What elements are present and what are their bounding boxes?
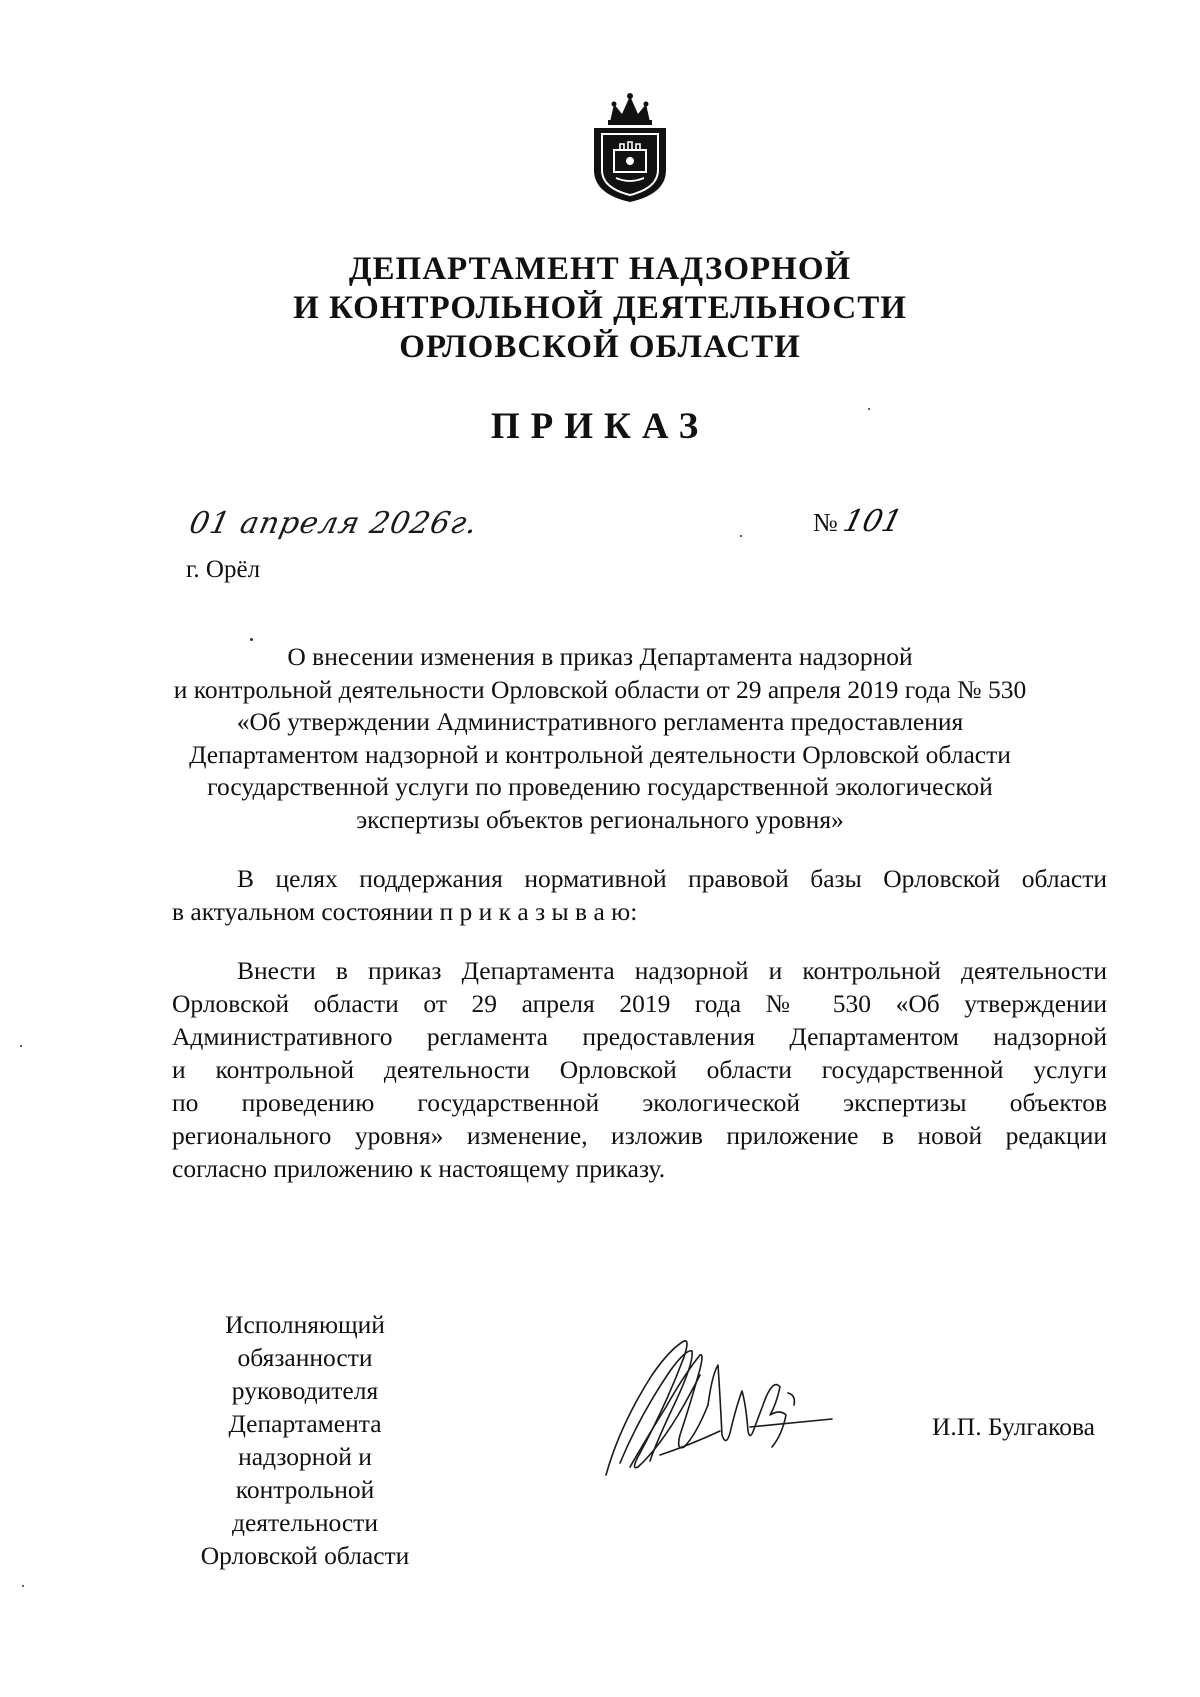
- city-label: г. Орёл: [186, 556, 261, 583]
- position-line: контрольной: [235, 1475, 375, 1504]
- paragraph-line: регионального уровня» изменение, изложив приложение в новой редакции: [172, 1121, 1107, 1150]
- scan-speck: [20, 1045, 22, 1047]
- department-name-line: ОРЛОВСКОЙ ОБЛАСТИ: [399, 329, 801, 365]
- scan-speck: [740, 535, 742, 537]
- document-number: [813, 504, 906, 539]
- subject-line: «Об утверждении Административного регламента предоставления: [236, 707, 964, 736]
- subject-line: О внесении изменения в приказ Департамента надзорной: [287, 642, 913, 671]
- body-paragraph-order: [172, 954, 1107, 1185]
- subject-line: Департаментом надзорной и контрольной деятельности Орловской области: [189, 739, 1011, 769]
- scan-speck: [22, 1585, 24, 1587]
- department-name: [0, 250, 1200, 367]
- position-line: Орловской области: [200, 1541, 410, 1570]
- handwritten-number: 101: [839, 504, 906, 539]
- subject-line: государственной услуги по проведению государственной экологической: [207, 772, 993, 801]
- position-line: Департамента: [228, 1409, 382, 1438]
- number-label: №: [813, 508, 838, 537]
- position-line: деятельности: [232, 1508, 378, 1537]
- position-line: обязанности: [237, 1343, 373, 1372]
- paragraph-line: по проведению государственной экологической экспертизы объектов: [172, 1088, 1107, 1117]
- paragraph-line: Внести в приказ Департамента надзорной и контрольной деятельности: [237, 956, 1107, 985]
- document-type-title: ПРИКАЗ: [490, 406, 710, 447]
- paragraph-line: В целях поддержания нормативной правовой базы Орловской области: [237, 864, 1107, 893]
- department-name-line: И КОНТРОЛЬНОЙ ДЕЯТЕЛЬНОСТИ: [293, 290, 907, 326]
- scan-speck: [250, 638, 253, 641]
- scan-speck: [868, 408, 870, 410]
- subject-line: экспертизы объектов регионального уровня»: [356, 804, 844, 834]
- paragraph-line: Орловской области от 29 апреля 2019 года № 530 «Об утверждении: [172, 989, 1107, 1018]
- signer-name: И.П. Булгакова: [932, 1412, 1095, 1441]
- signatory-position: [185, 1308, 425, 1572]
- position-line: Исполняющий: [225, 1310, 385, 1339]
- position-line: надзорной и: [238, 1442, 372, 1471]
- paragraph-line: Административного регламента предоставления Департаментом надзорной: [172, 1022, 1107, 1051]
- paragraph-line: в актуальном состоянии п р и к а з ы в а ю:: [172, 897, 638, 926]
- paragraph-line: согласно приложению к настоящему приказу.: [172, 1154, 666, 1183]
- handwritten-signature-icon: [600, 1335, 840, 1485]
- department-name-line: ДЕПАРТАМЕНТ НАДЗОРНОЙ: [348, 251, 852, 287]
- body-paragraph-preamble: [172, 862, 1107, 928]
- handwritten-date: 01 апреля 2026г.: [186, 506, 482, 541]
- position-line: руководителя: [231, 1376, 379, 1405]
- coat-of-arms-icon: [580, 92, 680, 204]
- subject-line: и контрольной деятельности Орловской области от 29 апреля 2019 года № 530: [173, 674, 1027, 704]
- order-subject: [160, 641, 1040, 836]
- paragraph-line: и контрольной деятельности Орловской области государственной услуги: [172, 1055, 1107, 1084]
